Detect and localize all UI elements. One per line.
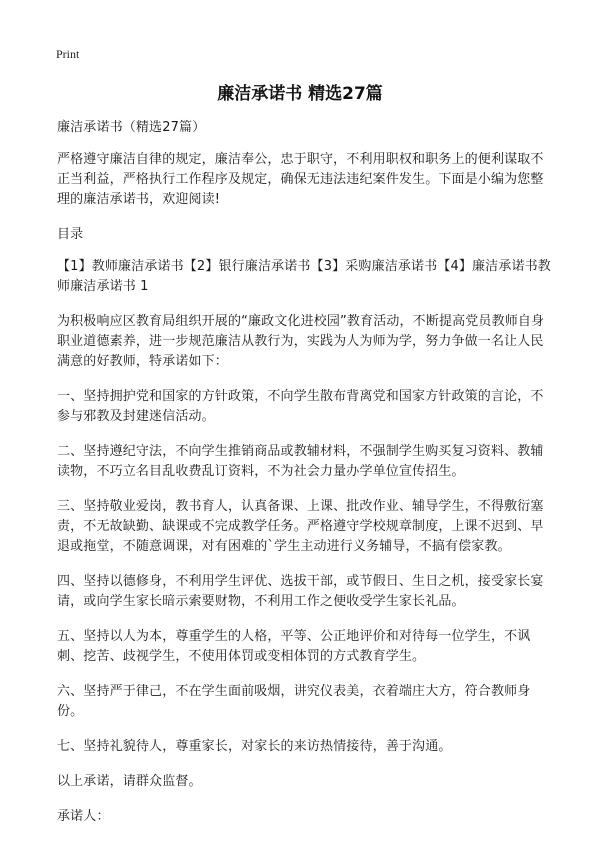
toc-heading: 目录: [57, 227, 84, 242]
pledge-item: 一、坚持拥护党和国家的方针政策，不向学生散布背离党和国家方针政策的言论，不参与邪教及封建迷信活动。: [57, 389, 544, 424]
document-body: [57, 118, 553, 842]
preface-paragraph: 为积极响应区教育局组织开展的“廉政文化进校园”教育活动，不断提高党员教师自身职业道德素养，进一步规范廉洁从教行为，实践为人为师为学，努力争做一名让人民满意的好教师，特承诺如下：: [57, 314, 545, 369]
pledge-item: 二、坚持遵纪守法，不向学生推销商品或教辅材料，不强制学生购买复习资料、教辅读物，不巧立名目乱收费乱订资料，不为社会力量办学单位宣传招生。: [57, 444, 544, 479]
closing-statement: 以上承诺，请群众监督。: [57, 774, 202, 789]
pledge-item: 三、坚持敬业爱岗，教书育人，认真备课、上课、批改作业、辅导学生，不得敷衍塞责，不无故缺勤、缺课或不完成教学任务。严格遵守学校规章制度，上课不迟到、早退或拖堂，不随意调课，对有困难的`学生主动进行义务辅导，不搞有偿家教。: [57, 499, 544, 554]
signature-label: 承诺人：: [57, 809, 110, 824]
intro-paragraph: 严格遵守廉洁自律的规定，廉洁奉公，忠于职守，不利用职权和职务上的便利谋取不正当利益，严格执行工作程序及规定，确保无违法违纪案件发生。下面是小编为您整理的廉洁承诺书，欢迎阅读!: [57, 152, 544, 207]
pledge-item: 五、坚持以人为本，尊重学生的人格，平等、公正地评价和对待每一位学生，不讽刺、挖苦、歧视学生，不使用体罚或变相体罚的方式教育学生。: [57, 629, 531, 664]
document-title: 廉洁承诺书 精选27篇: [217, 84, 383, 104]
document-subtitle: 廉洁承诺书（精选27篇）: [57, 120, 206, 135]
pledge-item: 七、坚持礼貌待人，尊重家长，对家长的来访热情接待，善于沟通。: [57, 739, 452, 754]
pledge-item: 六、坚持严于律己，不在学生面前吸烟，讲究仪表美，衣着端庄大方，符合教师身份。: [57, 684, 531, 719]
print-label: Print: [56, 47, 80, 61]
toc-entries: 【1】教师廉洁承诺书【2】银行廉洁承诺书【3】采购廉洁承诺书【4】廉洁承诺书教师廉洁承诺书 1: [57, 259, 551, 294]
pledge-item: 四、坚持以德修身，不利用学生评优、选拔干部，或节假日、生日之机，接受家长宴请，或向学生家长暗示索要财物，不利用工作之便收受学生家长礼品。: [57, 574, 544, 609]
